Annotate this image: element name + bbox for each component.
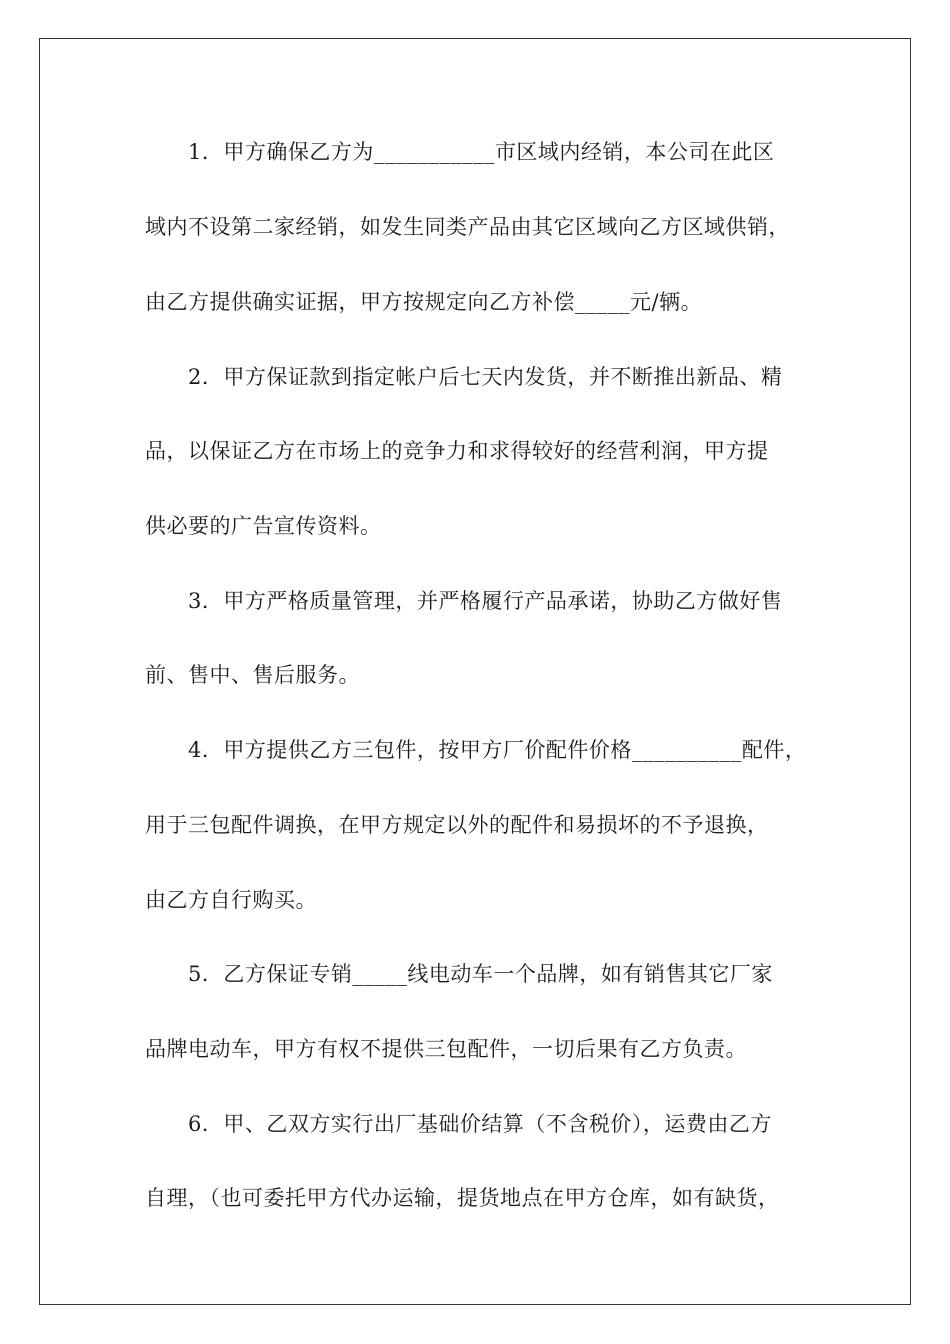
clause-2-line-2: 品，以保证乙方在市场上的竞争力和求得较好的经营利润，甲方提	[145, 439, 769, 463]
clause-1-line-2: 域内不设第二家经销，如发生同类产品由其它区域向乙方区域供销，	[145, 215, 790, 239]
clause-4-line-1: 4．甲方提供乙方三包件，按甲方厂价配件价格__________配件，	[188, 738, 807, 762]
clause-6-line-2: 自理，（也可委托甲方代办运输，提货地点在甲方仓库，如有缺货，	[145, 1186, 780, 1210]
clause-5-line-2: 品牌电动车，甲方有权不提供三包配件，一切后果有乙方负责。	[145, 1037, 747, 1061]
clause-1-line-1: 1．甲方确保乙方为___________市区域内经销，本公司在此区	[188, 140, 775, 164]
clause-2-line-3: 供必要的广告宣传资料。	[145, 514, 382, 538]
clause-3-line-2: 前、售中、售后服务。	[145, 663, 360, 687]
clause-4-line-2: 用于三包配件调换，在甲方规定以外的配件和易损坏的不予退换，	[145, 813, 769, 837]
clause-3-line-1: 3．甲方严格质量管理，并严格履行产品承诺，协助乙方做好售	[188, 589, 783, 613]
clause-4-line-3: 由乙方自行购买。	[145, 888, 317, 912]
clause-5-line-1: 5．乙方保证专销_____线电动车一个品牌，如有销售其它厂家	[188, 962, 773, 986]
clause-6-line-1: 6．甲、乙双方实行出厂基础价结算（不含税价），运费由乙方	[188, 1112, 772, 1136]
clause-2-line-1: 2．甲方保证款到指定帐户后七天内发货，并不断推出新品、精	[188, 365, 783, 389]
clause-1-line-3: 由乙方提供确实证据，甲方按规定向乙方补偿_____元/辆。	[145, 290, 703, 314]
